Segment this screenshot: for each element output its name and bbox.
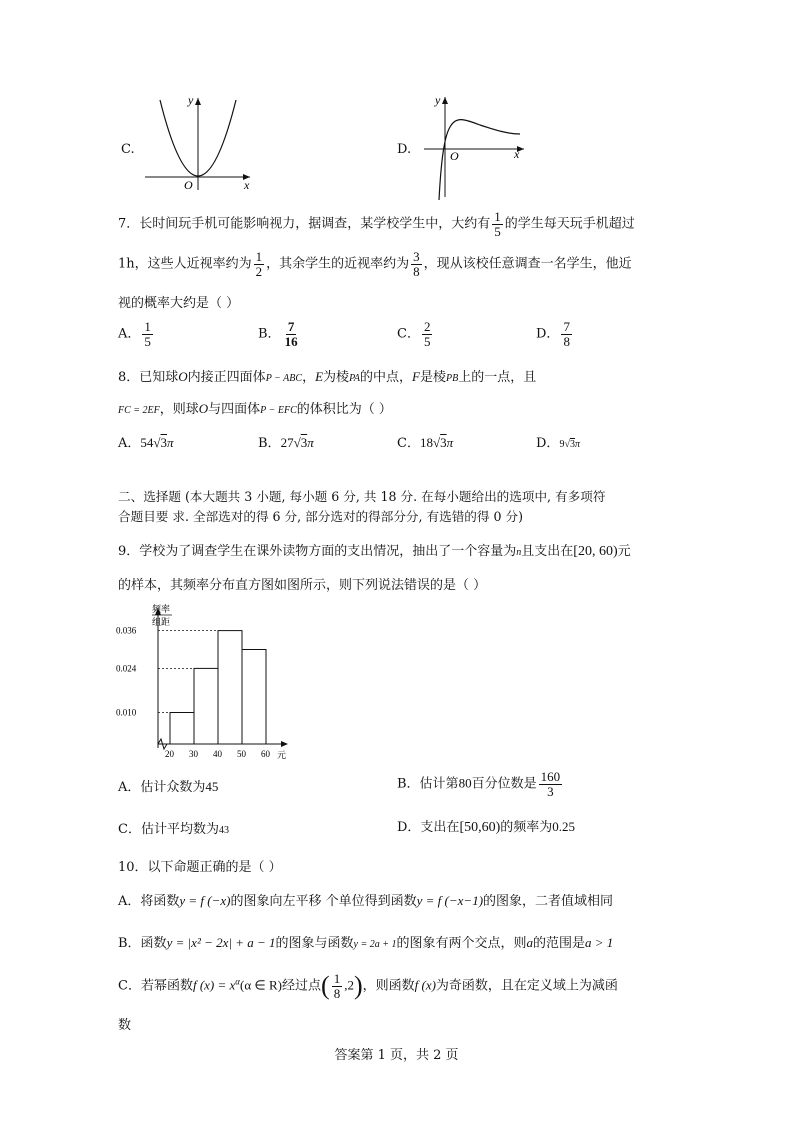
q6c-origin: O xyxy=(184,178,193,192)
ylabel-top: 频率 xyxy=(152,604,171,614)
q6d-x-label: x xyxy=(514,147,520,161)
ylabel-bottom: 组距 xyxy=(152,617,171,627)
q7-option-a[interactable]: A． $\frac{1}{5}$ xyxy=(118,319,151,349)
x-tick-label: 50 xyxy=(237,749,246,759)
q7-option-b[interactable]: B． $\frac{7}{16}$ xyxy=(258,319,298,349)
q10-option-c-cont: 数 xyxy=(118,1018,132,1033)
histogram-bar xyxy=(170,713,194,745)
q9-line1: 9．学校为了调查学生在课外读物方面的支出情况，抽出了一个容量为n且支出在[20, 60)元 xyxy=(118,544,631,559)
y-tick-label: 0.010 xyxy=(116,707,137,718)
histogram-bar xyxy=(218,631,242,744)
q9-option-d[interactable]: D．支出在[50,60)的频率为0.25 xyxy=(397,819,576,835)
q9-option-a[interactable]: A．估计众数为45 xyxy=(118,779,219,795)
q7-line2: 1h，这些人近视率约为 $\frac{1}{2}$ ，其余学生的近视率约为 $\frac{3}{8}$ ，现从该校任意调查一名学生，他近 xyxy=(118,249,632,279)
section2-heading-line1: 二、选择题 (本大题共 3 小题, 每小题 6 分, 共 18 分. 在每小题给出的选项中, 有多项符 xyxy=(118,489,606,504)
y-tick-label: 0.036 xyxy=(116,625,137,636)
q8-line1: 8．已知球O内接正四面体P − ABC，E为棱PA的中点，F是棱PB上的一点，且 xyxy=(118,369,537,385)
q10-title: 10．以下命题正确的是（ ） xyxy=(118,860,282,875)
q10-option-c[interactable]: C．若幂函数f $(x) = x^\alpha(\alpha$ ∈ R)经过点( $\frac{1}{8}$ ,2)，则函数f (x)为奇函数，且在定义域上为减函 xyxy=(118,971,618,1001)
q8-option-c[interactable]: C．18√3π xyxy=(397,435,454,451)
q7-line1: 7．长时间玩手机可能影响视力，据调查，某学校学生中，大约有 $\frac{1}{5}$ 的学生每天玩手机超过 xyxy=(118,209,635,239)
q7-line3: 视的概率大约是（ ） xyxy=(118,296,240,311)
q8-option-a[interactable]: A．54√3π xyxy=(118,435,174,451)
page-footer: 答案第 1 页，共 2 页 xyxy=(334,1048,459,1063)
y-tick-label: 0.024 xyxy=(116,663,137,674)
section2-heading-line2: 合题目要 求. 全部选对的得 6 分, 部分选对的得部分分, 有选错的得 0 分) xyxy=(118,509,524,524)
histogram-bar xyxy=(194,668,218,744)
q7-option-d[interactable]: D． $\frac{7}{8}$ xyxy=(536,319,570,349)
q8-line2: FC = 2EF，则球O与四面体P − EFC的体积比为（ ） xyxy=(118,401,392,417)
q10-option-a[interactable]: A．将函数y = f (−x)的图象向左平移 个单位得到函数y = f (−x−1)的图象，二者值域相同 xyxy=(118,893,614,909)
x-tick-label: 20 xyxy=(165,749,174,759)
q7-option-c[interactable]: C． $\frac{2}{5}$ xyxy=(397,319,431,349)
q9-option-c[interactable]: C．估计平均数为43 xyxy=(118,822,229,837)
q6c-y-label: y xyxy=(188,93,194,107)
histogram-bar xyxy=(242,650,266,745)
q8-option-b[interactable]: B．27√3π xyxy=(258,435,314,451)
q10-option-b[interactable]: B．函数y = |x² − 2x| + a − 1的图象与函数y = 2a + 1的图象有两个交点，则a的范围是a > 1 xyxy=(118,935,614,951)
q6-graph-d xyxy=(420,92,530,202)
q6d-y-label: y xyxy=(435,93,441,107)
x-unit-label: 元 xyxy=(277,750,287,760)
x-axis-arrow xyxy=(281,741,288,747)
q6-option-d-label: D. xyxy=(397,142,412,157)
q6-option-c-label: C. xyxy=(121,142,135,157)
x-tick-label: 40 xyxy=(213,749,222,759)
q9-histogram xyxy=(112,604,292,764)
x-tick-label: 30 xyxy=(189,749,198,759)
q6d-origin: O xyxy=(450,149,459,163)
q9-option-b[interactable]: B．估计第80百分位数是 $\frac{160}{3}$ xyxy=(397,769,561,799)
x-tick-label: 60 xyxy=(261,749,270,759)
q8-option-d[interactable]: D．9√3π xyxy=(536,436,580,451)
q6-graph-c xyxy=(140,92,260,192)
q9-line2: 的样本，其频率分布直方图如图所示，则下列说法错误的是（ ） xyxy=(118,578,487,593)
q6c-x-label: x xyxy=(244,178,250,192)
